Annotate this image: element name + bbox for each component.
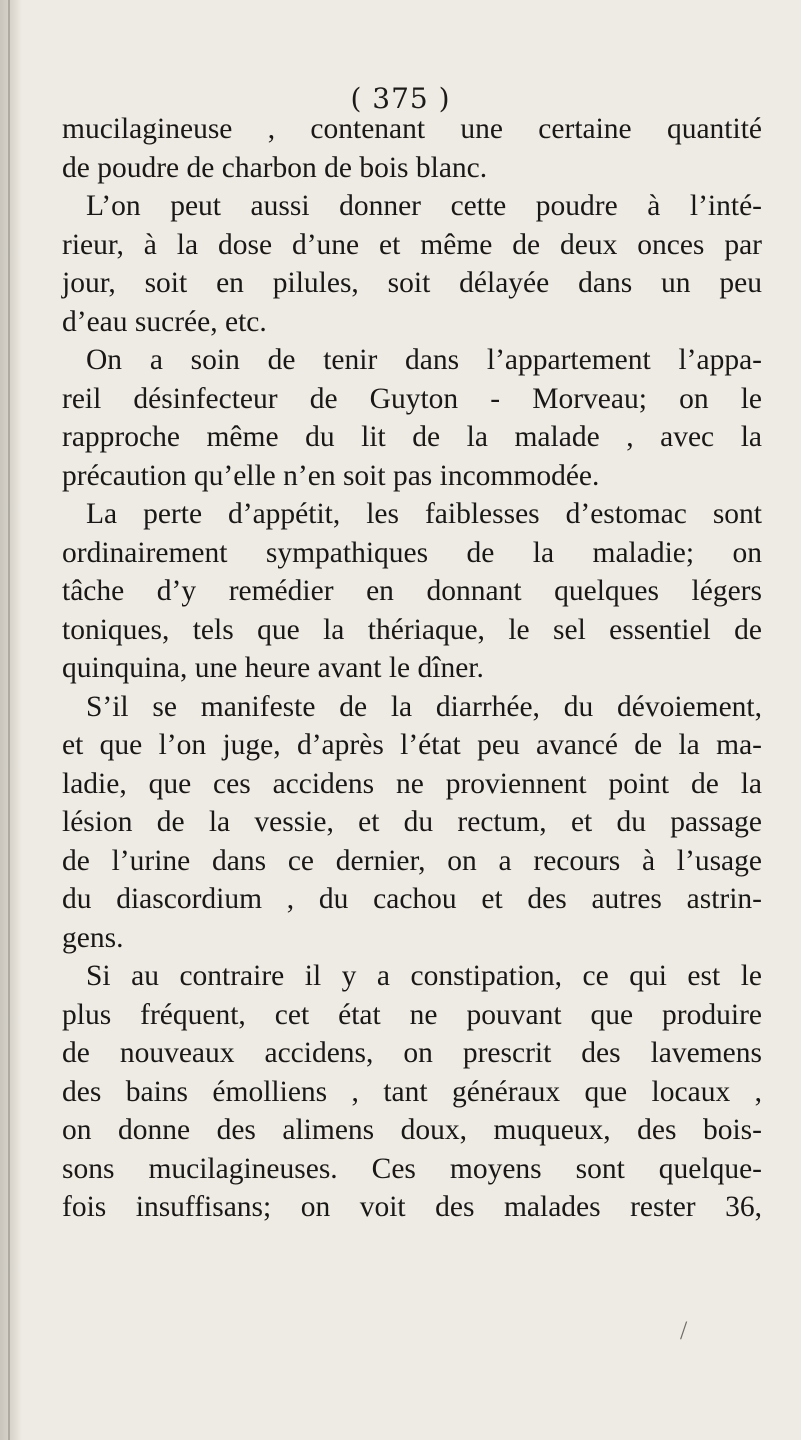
page-number: ( 375 )	[350, 82, 451, 115]
text-line: mucilagineuse , contenant une certaine quantité	[62, 113, 762, 145]
text-line: précaution qu’elle n’en soit pas incommodée.	[62, 459, 600, 492]
text-line: reil désinfecteur de Guyton - Morveau; on le	[62, 382, 762, 415]
text-line: toniques, tels que la thériaque, le sel essentiel de	[62, 613, 762, 646]
text-line: On a soin de tenir dans l’appartement l’appa-	[86, 344, 762, 376]
text-line: plus fréquent, cet état ne pouvant que produire	[62, 998, 762, 1031]
text-line: de poudre de charbon de bois blanc.	[62, 151, 488, 184]
text-line: lésion de la vessie, et du rectum, et du passage	[62, 806, 762, 838]
stray-mark: /	[680, 1316, 688, 1345]
text-line: de l’urine dans ce dernier, on a recours à l’usage	[62, 844, 762, 877]
text-line: de nouveaux accidens, on prescrit des lavemens	[62, 1037, 762, 1069]
text-line: Si au contraire il y a constipation, ce qui est le	[86, 960, 762, 992]
text-line: S’il se manifeste de la diarrhée, du dévoiement,	[86, 690, 762, 723]
text-line: gens.	[62, 921, 124, 954]
text-line: ladie, que ces accidens ne proviennent point de la	[62, 767, 762, 800]
text-line: on donne des alimens doux, muqueux, des bois-	[62, 1114, 762, 1146]
text-line: et que l’on juge, d’après l’état peu avancé de la ma-	[62, 729, 762, 761]
text-line: jour, soit en pilules, soit délayée dans un peu	[62, 267, 762, 299]
text-line: du diascordium , du cachou et des autres astrin-	[62, 883, 762, 915]
body-text	[62, 110, 762, 1227]
text-line: rieur, à la dose d’une et même de deux onces par	[62, 228, 762, 261]
text-line: ordinairement sympathiques de la maladie; on	[62, 536, 762, 569]
text-line: tâche d’y remédier en donnant quelques légers	[62, 575, 762, 607]
text-line: L’on peut aussi donner cette poudre à l’inté-	[86, 190, 762, 222]
text-line: fois insuffisans; on voit des malades rester 36,	[62, 1191, 762, 1223]
text-line: rapproche même du lit de la malade , avec la	[62, 421, 762, 453]
text-line: sons mucilagineuses. Ces moyens sont quelque-	[62, 1152, 762, 1185]
text-line: La perte d’appétit, les faiblesses d’estomac sont	[86, 498, 762, 530]
text-line: des bains émolliens , tant généraux que locaux ,	[62, 1075, 762, 1108]
text-line: quinquina, une heure avant le dîner.	[62, 652, 484, 684]
text-line: d’eau sucrée, etc.	[62, 305, 267, 338]
